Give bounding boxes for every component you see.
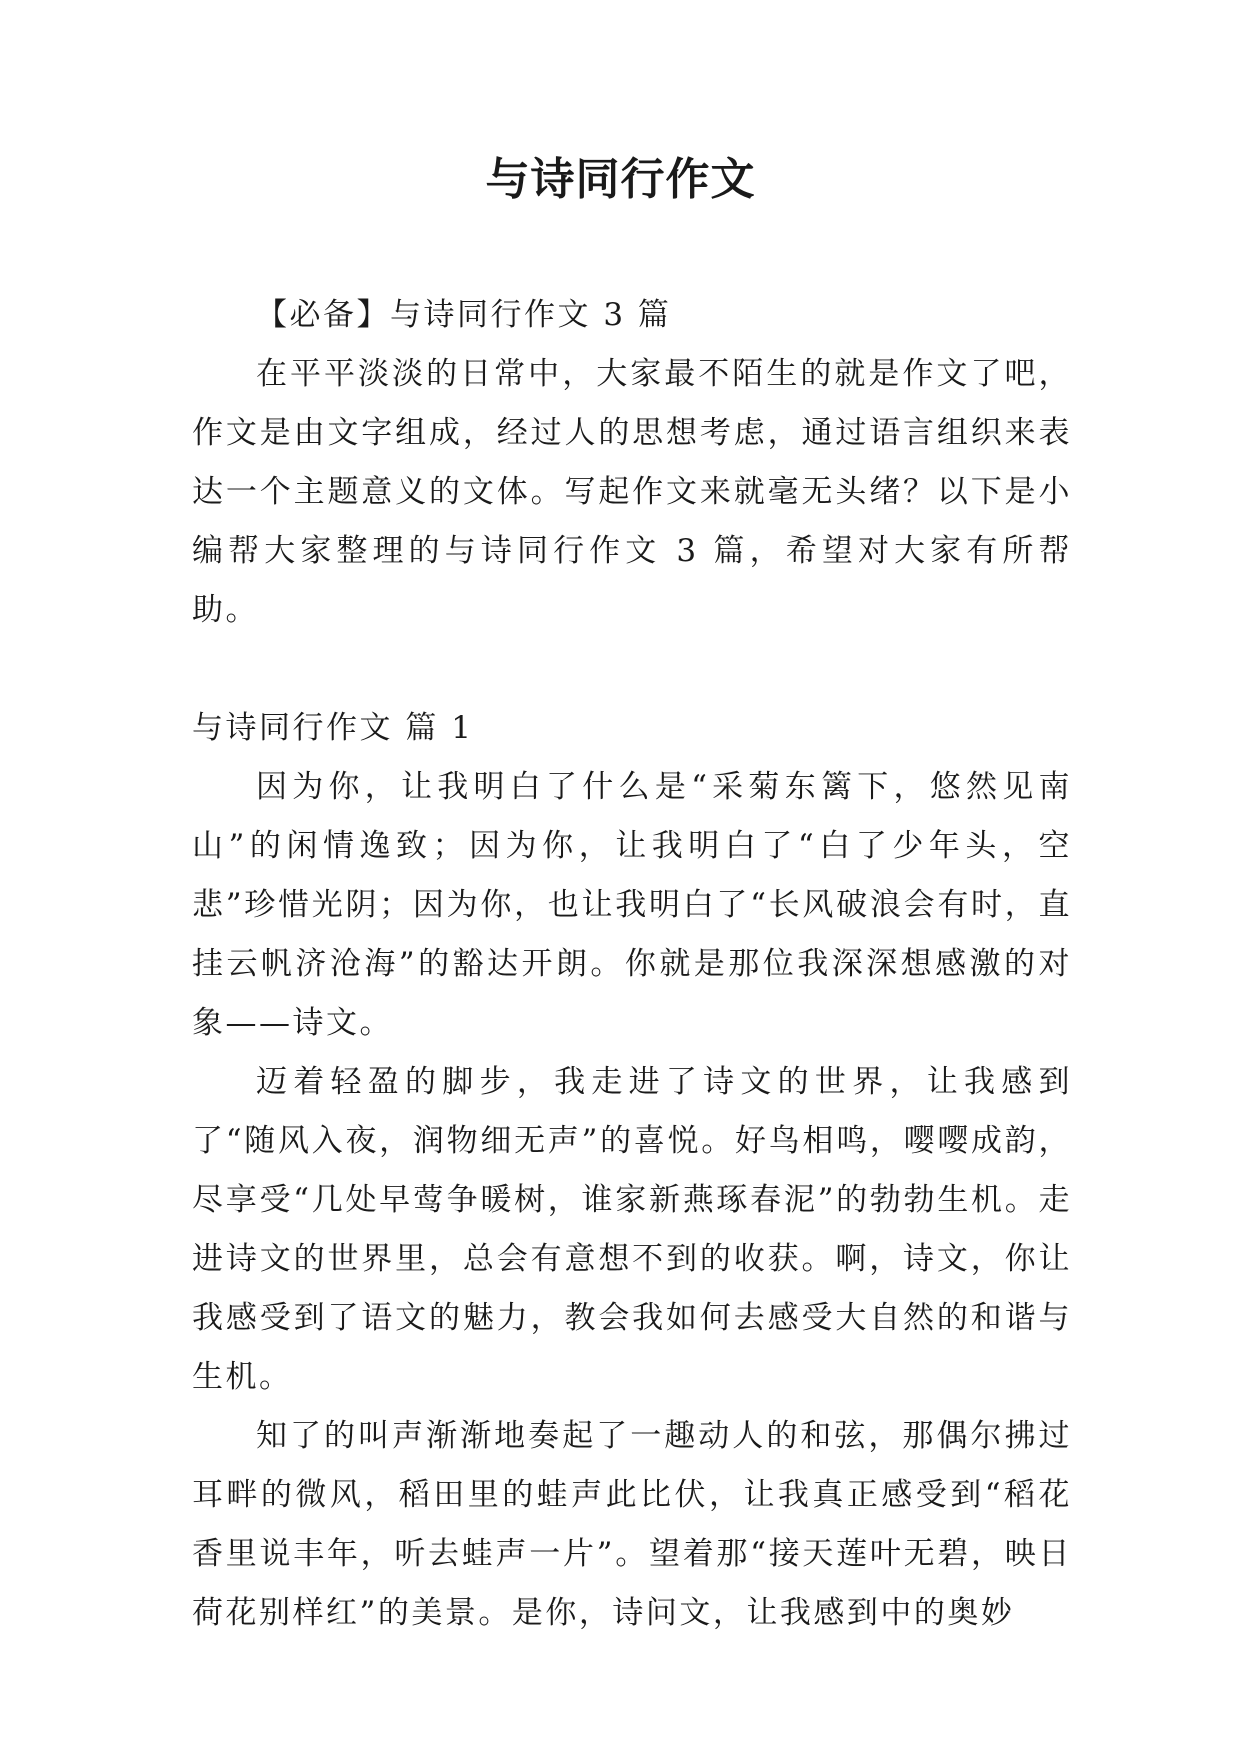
document-title: 与诗同行作文 xyxy=(485,154,756,205)
document-body xyxy=(192,286,1072,1643)
intro-paragraph: 在平平淡淡的日常中，大家最不陌生的就是作文了吧，作文是由文字组成，经过人的思想考虑，通过语言组织来表达一个主题意义的文体。写起作文来就毫无头绪？以下是小编帮大家整理的与诗同行作文 3 篇，希望对大家有所帮助。 xyxy=(192,356,1072,628)
section-heading: 与诗同行作文 篇 1 xyxy=(192,710,474,746)
document-subtitle: 【必备】与诗同行作文 3 篇 xyxy=(256,297,672,333)
body-paragraph-2: 迈着轻盈的脚步，我走进了诗文的世界，让我感到了“随风入夜，润物细无声”的喜悦。好鸟相鸣，嘤嘤成韵，尽享受“几处早莺争暖树，谁家新燕琢春泥”的勃勃生机。走进诗文的世界里，总会有意想不到的收获。啊，诗文，你让我感受到了语文的魅力，教会我如何去感受大自然的和谐与生机。 xyxy=(192,1064,1072,1395)
section-spacer xyxy=(192,640,1072,699)
body-paragraph-3: 知了的叫声渐渐地奏起了一趣动人的和弦，那偶尔拂过耳畔的微风，稻田里的蛙声此比伏，让我真正感受到“稻花香里说丰年，听去蛙声一片”。望着那“接天莲叶无碧，映日荷花别样红”的美景。是你，诗问文，让我感到中的奥妙 xyxy=(192,1418,1072,1631)
body-paragraph-1: 因为你，让我明白了什么是“采菊东篱下，悠然见南山”的闲情逸致；因为你，让我明白了“白了少年头，空悲”珍惜光阴；因为你，也让我明白了“长风破浪会有时，直挂云帆济沧海”的豁达开朗。你就是那位我深深想感激的对象——诗文。 xyxy=(192,769,1072,1041)
